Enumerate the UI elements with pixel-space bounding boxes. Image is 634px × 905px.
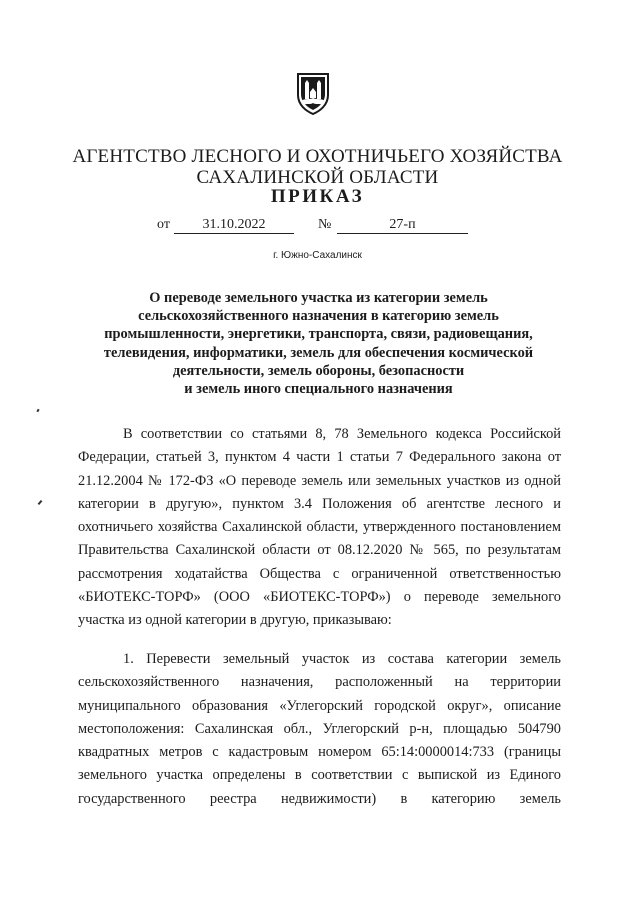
body-line: «БИОТЕКС-ТОРФ» (ООО «БИОТЕКС-ТОРФ») о переводе земельного xyxy=(78,589,561,606)
coat-of-arms-emblem xyxy=(295,71,331,115)
body-line: 1. Перевести земельный участок из состава категории земель xyxy=(123,651,561,667)
item-1-paragraph xyxy=(78,648,561,811)
city-line: г. Южно-Сахалинск xyxy=(273,250,362,261)
order-date: 31.10.2022 xyxy=(174,216,294,234)
body-line: 21.12.2004 № 172-ФЗ «О переводе земель или земельных участков из одной xyxy=(78,472,561,489)
body-line: местоположения: Сахалинская обл., Углегорский р-н, площадью 504790 xyxy=(78,720,561,737)
preamble-paragraph xyxy=(78,423,561,633)
agency-name-line-1: АГЕНТСТВО ЛЕСНОГО И ОХОТНИЧЬЕГО ХОЗЯЙСТВА xyxy=(72,146,563,167)
heading-line: О переводе земельного участка из категории земель xyxy=(149,290,488,306)
order-number: 27-п xyxy=(337,216,468,234)
heading-line: и земель иного специального назначения xyxy=(184,381,453,398)
scan-speck xyxy=(38,500,43,505)
order-subject-heading xyxy=(86,289,551,398)
scan-speck xyxy=(36,409,39,413)
body-line: участка из одной категории в другую, приказываю: xyxy=(78,612,392,629)
body-line: охотничьего хозяйства Сахалинской области, утвержденного постановлением xyxy=(78,519,561,536)
body-line: квадратных метров с кадастровым номером 65:14:0000014:733 (границы xyxy=(78,744,561,761)
body-line: В соответствии со статьями 8, 78 Земельного кодекса Российской xyxy=(123,426,561,442)
date-label: от xyxy=(157,217,170,232)
body-line: сельскохозяйственного назначения, расположенный на территории xyxy=(78,674,561,691)
heading-line: телевидения, информатики, земель для обеспечения космической xyxy=(103,344,534,361)
number-label: № xyxy=(318,217,332,232)
heading-line: сельскохозяйственного назначения в категорию земель xyxy=(138,308,499,325)
heading-line: промышленности, энергетики, транспорта, связи, радиовещания, xyxy=(104,326,533,343)
body-line: рассмотрения ходатайства Общества с ограниченной ответственностью xyxy=(78,565,561,582)
body-line: категории в другую», пунктом 3.4 Положения об агентстве лесного и xyxy=(78,495,561,512)
body-line: Правительства Сахалинской области от 08.12.2020 № 565, по результатам xyxy=(78,542,561,559)
heading-line: деятельности, земель обороны, безопасности xyxy=(172,362,465,379)
agency-name-line-2: САХАЛИНСКОЙ ОБЛАСТИ xyxy=(196,167,439,188)
body-line: Федерации, статьей 3, пунктом 4 части 1 статьи 7 Федерального закона от xyxy=(78,449,561,466)
body-line: земельного участка определены в соответствии с выпиской из Единого xyxy=(78,767,561,784)
body-line: муниципального образования «Углегорский городской округ», описание xyxy=(78,697,561,714)
body-line: государственного реестра недвижимости) в категорию земель xyxy=(78,790,561,807)
document-type-title: ПРИКАЗ xyxy=(270,186,365,207)
